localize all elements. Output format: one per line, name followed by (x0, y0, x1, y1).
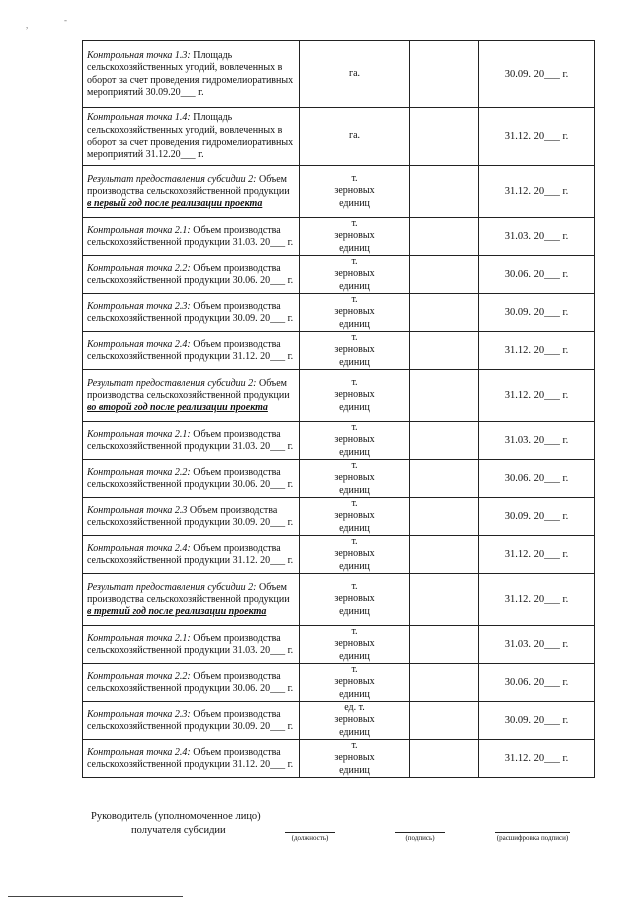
unit-text: т. зерновых единиц (334, 664, 375, 700)
indicator-label: Контрольная точка 2.4: (87, 542, 191, 554)
unit-cell (300, 536, 410, 574)
value-cell (410, 536, 479, 574)
table-row (83, 332, 595, 370)
unit-cell (300, 108, 410, 166)
indicator-text: Объем производства сельскохозяйственной продукции (87, 377, 290, 401)
unit-cell (300, 626, 410, 664)
date-cell (479, 460, 595, 498)
date-text: 31.12. 20___ г. (504, 345, 569, 356)
date-text: 31.12. 20___ г. (504, 753, 569, 764)
date-cell (479, 332, 595, 370)
decode-line (495, 832, 570, 833)
unit-cell (300, 256, 410, 294)
indicator-text: Объем производства сельскохозяйственной продукции 31.12. 20___ г. (87, 542, 294, 566)
indicator-label: Контрольная точка 2.3: (87, 708, 191, 720)
date-cell (479, 166, 595, 218)
indicator-label: Результат предоставления субсидии 2: (87, 581, 257, 593)
date-text: 31.12. 20___ г. (504, 186, 569, 197)
indicator-year: в третий год после реализации проекта (87, 606, 267, 618)
indicator-text: Объем производства сельскохозяйственной продукции 30.06. 20___ г. (87, 262, 294, 286)
date-text: 30.09. 20___ г. (504, 511, 569, 522)
indicator-label: Контрольная точка 2.1: (87, 632, 191, 644)
unit-cell (300, 332, 410, 370)
signature-title: Руководитель (уполномоченное лицо) (91, 811, 261, 822)
date-cell (479, 740, 595, 778)
table-row (83, 702, 595, 740)
indicator-text: Объем производства сельскохозяйственной продукции 31.12. 20___ г. (87, 338, 294, 362)
value-cell (410, 498, 479, 536)
indicator-cell (83, 218, 300, 256)
signature-caption: (подпись) (405, 834, 435, 842)
indicator-text: Объем производства сельскохозяйственной продукции 31.03. 20___ г. (87, 632, 294, 656)
indicator-label: Результат предоставления субсидии 2: (87, 173, 257, 185)
indicator-cell (83, 664, 300, 702)
indicator-label: Контрольная точка 2.3 (87, 504, 188, 516)
unit-cell (300, 166, 410, 218)
indicator-text: Объем производства сельскохозяйственной продукции 30.09. 20___ г. (87, 504, 294, 528)
unit-cell (300, 740, 410, 778)
date-text: 31.03. 20___ г. (504, 231, 569, 242)
footnote-separator (8, 896, 183, 897)
table-row (83, 166, 595, 218)
value-cell (410, 41, 479, 108)
date-text: 31.12. 20___ г. (504, 390, 569, 401)
unit-text: т. зерновых единиц (334, 626, 375, 662)
table-row (83, 422, 595, 460)
indicator-text: Площадь сельскохозяйственных угодий, вовлеченных в оборот за счет проведения гидромелиоративных мероприятий 30.09.20___ г. (87, 49, 294, 98)
indicator-text: Объем производства сельскохозяйственной продукции 30.06. 20___ г. (87, 466, 294, 490)
date-text: 30.09. 20___ г. (504, 307, 569, 318)
indicator-cell (83, 536, 300, 574)
table-row (83, 574, 595, 626)
indicator-text: Объем производства сельскохозяйственной продукции 31.03. 20___ г. (87, 428, 294, 452)
indicator-text: Объем производства сельскохозяйственной продукции (87, 173, 290, 197)
date-text: 30.06. 20___ г. (504, 269, 569, 280)
table-row (83, 294, 595, 332)
decode-caption: (расшифровка подписи) (496, 834, 569, 842)
indicator-cell (83, 460, 300, 498)
unit-text: т. зерновых единиц (334, 173, 375, 209)
unit-text: т. зерновых единиц (334, 740, 375, 776)
date-cell (479, 536, 595, 574)
table-row (83, 460, 595, 498)
date-text: 30.09. 20___ г. (504, 68, 569, 80)
signature-block (91, 810, 261, 838)
date-text: 30.06. 20___ г. (504, 677, 569, 688)
indicator-label: Контрольная точка 2.4: (87, 746, 191, 758)
table-row (83, 626, 595, 664)
indicator-year: в первый год после реализации проекта (87, 198, 263, 210)
value-cell (410, 702, 479, 740)
indicator-label: Контрольная точка 2.2: (87, 466, 191, 478)
unit-text: т. зерновых единиц (334, 422, 375, 458)
unit-text: т. зерновых единиц (334, 498, 375, 534)
indicator-cell (83, 166, 300, 218)
value-cell (410, 332, 479, 370)
table-row (83, 370, 595, 422)
indicator-label: Контрольная точка 1.3: (87, 49, 191, 61)
date-cell (479, 370, 595, 422)
date-cell (479, 41, 595, 108)
indicator-cell (83, 574, 300, 626)
indicator-text: Объем производства сельскохозяйственной продукции 31.03. 20___ г. (87, 224, 294, 248)
date-cell (479, 626, 595, 664)
table-row (83, 218, 595, 256)
position-line (285, 832, 335, 833)
table-row (83, 536, 595, 574)
unit-text: т. зерновых единиц (334, 460, 375, 496)
indicator-cell (83, 702, 300, 740)
indicator-year: во второй год после реализации проекта (87, 402, 268, 414)
date-text: 30.09. 20___ г. (504, 715, 569, 726)
date-text: 31.12. 20___ г. (504, 549, 569, 560)
unit-cell (300, 41, 410, 108)
indicator-label: Контрольная точка 2.3: (87, 300, 191, 312)
indicator-cell (83, 294, 300, 332)
value-cell (410, 166, 479, 218)
date-text: 31.03. 20___ г. (504, 435, 569, 446)
indicator-text: Объем производства сельскохозяйственной продукции 30.09. 20___ г. (87, 300, 294, 324)
scan-mark: , (26, 20, 29, 30)
signature-line (395, 832, 445, 833)
table-row (83, 108, 595, 166)
date-cell (479, 498, 595, 536)
indicator-cell (83, 41, 300, 108)
indicator-text: Объем производства сельскохозяйственной продукции 31.12. 20___ г. (87, 746, 294, 770)
date-text: 31.12. 20___ г. (504, 594, 569, 605)
unit-cell (300, 218, 410, 256)
value-cell (410, 256, 479, 294)
indicator-label: Контрольная точка 2.4: (87, 338, 191, 350)
unit-cell (300, 702, 410, 740)
value-cell (410, 218, 479, 256)
value-cell (410, 574, 479, 626)
indicator-label: Контрольная точка 1.4: (87, 112, 191, 124)
unit-cell (300, 460, 410, 498)
indicator-cell (83, 370, 300, 422)
table-row (83, 498, 595, 536)
table-row (83, 664, 595, 702)
date-cell (479, 422, 595, 460)
unit-text: т. зерновых единиц (334, 256, 375, 292)
value-cell (410, 626, 479, 664)
indicator-cell (83, 256, 300, 294)
date-cell (479, 218, 595, 256)
value-cell (410, 460, 479, 498)
unit-text: т. зерновых единиц (334, 294, 375, 330)
value-cell (410, 740, 479, 778)
date-text: 31.03. 20___ г. (504, 639, 569, 650)
indicator-label: Контрольная точка 2.2: (87, 670, 191, 682)
value-cell (410, 370, 479, 422)
unit-text: т. зерновых единиц (334, 377, 375, 413)
unit-cell (300, 664, 410, 702)
scan-mark: - (64, 15, 67, 25)
indicator-text: Площадь сельскохозяйственных угодий, вовлеченных в оборот за счет проведения гидромелиоративных мероприятий 31.12.20___ г. (87, 112, 294, 161)
unit-text: т. зерновых единиц (334, 581, 375, 617)
table-row (83, 256, 595, 294)
indicator-text: Объем производства сельскохозяйственной продукции 30.06. 20___ г. (87, 670, 294, 694)
unit-cell (300, 370, 410, 422)
date-cell (479, 294, 595, 332)
unit-cell (300, 422, 410, 460)
indicator-label: Результат предоставления субсидии 2: (87, 377, 257, 389)
unit-text: га. (348, 130, 361, 142)
date-cell (479, 574, 595, 626)
date-cell (479, 664, 595, 702)
position-caption: (должность) (291, 834, 329, 842)
value-cell (410, 108, 479, 166)
indicator-label: Контрольная точка 2.1: (87, 224, 191, 236)
unit-text: т. зерновых единиц (334, 332, 375, 368)
indicator-cell (83, 108, 300, 166)
indicator-cell (83, 626, 300, 664)
unit-cell (300, 574, 410, 626)
unit-text: га. (348, 67, 361, 79)
value-cell (410, 664, 479, 702)
table-row (83, 41, 595, 108)
value-cell (410, 294, 479, 332)
indicator-text: Объем производства сельскохозяйственной продукции 30.09. 20___ г. (87, 708, 294, 732)
value-cell (410, 422, 479, 460)
indicator-cell (83, 422, 300, 460)
signature-subtitle: получателя субсидии (131, 825, 226, 836)
date-text: 30.06. 20___ г. (504, 473, 569, 484)
date-text: 31.12. 20___ г. (504, 131, 569, 142)
unit-cell (300, 498, 410, 536)
date-cell (479, 108, 595, 166)
date-cell (479, 702, 595, 740)
indicator-cell (83, 498, 300, 536)
unit-cell (300, 294, 410, 332)
unit-text: ед. т. зерновых единиц (334, 702, 375, 738)
indicator-cell (83, 740, 300, 778)
results-table (82, 40, 595, 778)
indicator-label: Контрольная точка 2.2: (87, 262, 191, 274)
indicator-label: Контрольная точка 2.1: (87, 428, 191, 440)
table-row (83, 740, 595, 778)
indicator-cell (83, 332, 300, 370)
unit-text: т. зерновых единиц (334, 536, 375, 572)
date-cell (479, 256, 595, 294)
unit-text: т. зерновых единиц (334, 218, 375, 254)
indicator-text: Объем производства сельскохозяйственной продукции (87, 581, 290, 605)
